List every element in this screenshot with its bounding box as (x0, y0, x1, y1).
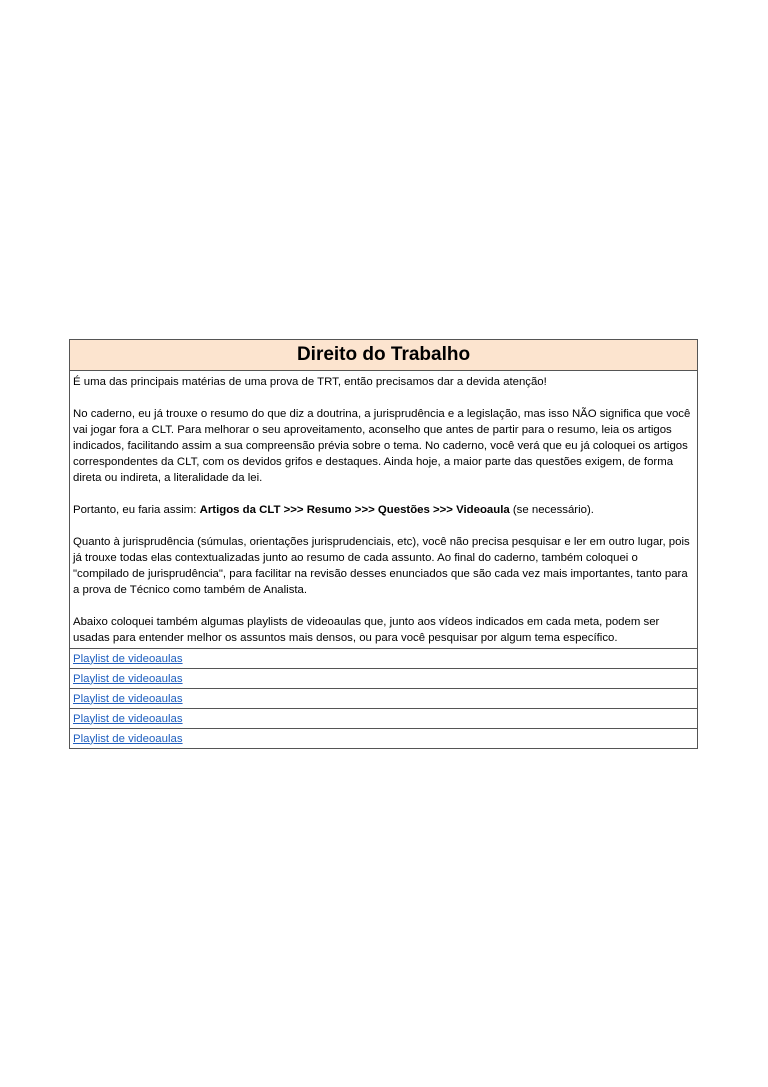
jurisprudencia-paragraph: Quanto à jurisprudência (súmulas, orientações jurisprudenciais, etc), você não precisa pesquisar e ler em outro lugar, pois já trouxe todas elas contextualizadas junto ao resumo de cada assunto. Ao final do caderno, também coloquei o "compilado de jurisprudência", para facilitar na revisão desses enunciados que são cada vez mais importantes, tanto para a prova de Técnico como também de Analista. (73, 536, 690, 596)
link-row (70, 708, 697, 728)
playlists-paragraph: Abaixo coloquei também algumas playlists de videoaulas que, junto aos vídeos indicados em cada meta, podem ser usadas para entender melhor os assuntos mais densos, ou para você pesquisar por algum tema específico. (73, 616, 660, 644)
intro-paragraph: É uma das principais matérias de uma prova de TRT, então precisamos dar a devida atenção! (73, 376, 547, 388)
caderno-paragraph: No caderno, eu já trouxe o resumo do que diz a doutrina, a jurisprudência e a legislação, mas isso NÃO significa que você vai jogar fora a CLT. Para melhorar o seu aproveitamento, aconselho que antes de partir para o resumo, leia os artigos indicados, facilitando assim a sua compreensão prévia sobre o tema. No caderno, você verá que eu já coloquei os artigos correspondentes da CLT, com os devidos grifos e destaques. Ainda hoje, a maior parte das questões exigem, de forma direta ou indireta, a literalidade da lei. (73, 408, 691, 484)
playlist-link-5[interactable]: Playlist de videoaulas (73, 732, 183, 745)
playlist-link-2[interactable]: Playlist de videoaulas (73, 672, 183, 685)
card-body (70, 371, 697, 648)
content-card (69, 339, 698, 749)
order-suffix: (se necessário). (509, 504, 594, 516)
playlist-link-4[interactable]: Playlist de videoaulas (73, 712, 183, 725)
link-row (70, 688, 697, 708)
playlist-link-1[interactable]: Playlist de videoaulas (73, 652, 183, 665)
link-row (70, 728, 697, 748)
link-row (70, 648, 697, 668)
card-header (70, 340, 697, 371)
link-row (70, 668, 697, 688)
order-paragraph (73, 502, 693, 518)
order-steps: Artigos da CLT >>> Resumo >>> Questões >>> Videoaula (199, 504, 510, 516)
order-prefix: Portanto, eu faria assim: (73, 504, 200, 516)
page-title: Direito do Trabalho (296, 344, 471, 365)
playlist-link-3[interactable]: Playlist de videoaulas (73, 692, 183, 705)
